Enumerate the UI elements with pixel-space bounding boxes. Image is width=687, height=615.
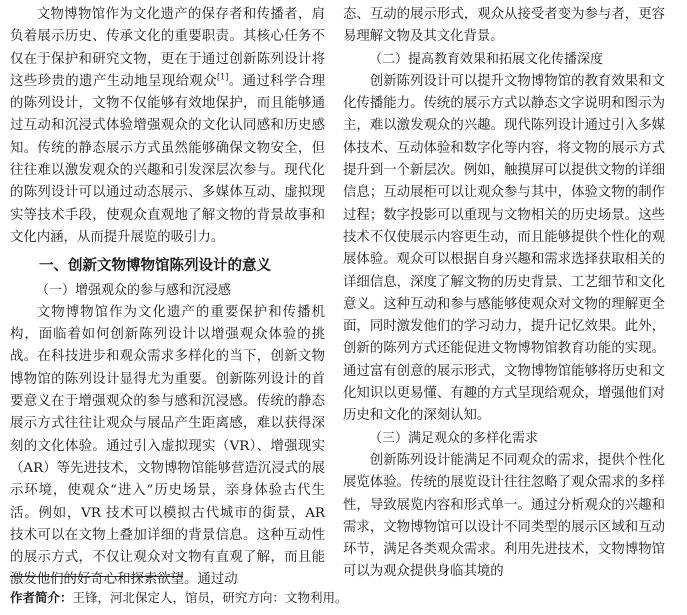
body-paragraph-1: 文物博物馆作为文化遗产的重要保护和传播机构，面临着如何创新陈列设计以增强观众体验的挑战。在科技进步和观众需求多样化的当下，创新文物博物馆的陈列设计显得尤为重要。创新陈列设计的首要意义在于增强观众的参与感和沉浸感。传统的静态展示方式往往让观众与展品产生距离感，难以获得深刻的文化体验。通过引入虚拟现实（VR）、增强现实（AR）等先进技术，文物博物馆能够营造沉浸式的展示环境，使观众“进入”历史场景，亲身体验古代生活。例如，VR 技术可以模拟古代城市的街景，AR 技术可以在文物上叠加详细的背景信息。这种互动性的展示方式，不仅让观众对文物有直观了解，而且能激发他们的好奇心和探索欲望。通过动	[10, 304, 325, 588]
right-column	[343, 4, 665, 584]
citation-ref[interactable]: [1]	[217, 72, 229, 82]
author-footnote	[10, 589, 348, 607]
subsection-heading-1: （一）增强观众的参与感和沉浸感	[36, 282, 232, 298]
intro-paragraph: 文物博物馆作为文化遗产的保存者和传播者，肩负着展示历史、传承文化的重要职责。其核心任务不仅在于保护和研究文物，更在于通过创新陈列设计将这些珍贵的遗产生动地呈现给观众[1]。通过科学合理的陈列设计，文物不仅能够有效地保护，而且能够通过互动和沉浸式体验增强观众的文化认同感和历史感知。传统的静态展示方式虽然能够确保文物安全，但往往难以激发观众的兴趣和引发深层次参与。现代化的陈列设计可以通过动态展示、多媒体互动、虚拟现实等技术手段，使观众直观地了解文物的背景故事和文化内涵，从而提升展览的吸引力。	[10, 7, 326, 245]
body-paragraph-3: 创新陈列设计能满足不同观众的需求，提供个性化展览体验。传统的展览设计往往忽略了观众需求的多样性，导致展览内容和形式单一。通过分析观众的兴趣和需求，文物博物馆可以设计不同类型的展示区域和互动环节，满足各类观众需求。利用先进技术，文物博物馆可以为观众提供身临其境的	[343, 452, 665, 580]
continued-paragraph: 态、互动的展示形式，观众从接受者变为参与者，更容易理解文物及其文化背景。	[343, 7, 665, 45]
body-paragraph-2: 创新陈列设计可以提升文物博物馆的教育效果和文化传播能力。传统的展示方式以静态文字说明和图示为主，难以激发观众的兴趣。现代陈列设计通过引入多媒体技术、互动体验和数字化等内容，将文物的展示方式提升到一个新层次。例如，触摸屏可以提供文物的详细信息；互动展柜可以让观众参与其中，体验文物的制作过程；数字投影可以重现与文物相关的历史场景。这些技术不仅使展示内容更生动，而且能够提供个性化的观展体验。观众可以根据自身兴趣和需求选择获取相关的详细信息，深度了解文物的历史背景、工艺细节和文化意义。这种互动和参与感能够使观众对文物的理解更全面，同时激发他们的学习动力，提升记忆效果。此外，创新的陈列方式还能促进文物博物馆教育功能的实现。通过富有创意的展示形式，文物博物馆能够将历史和文化知识以更易懂、有趣的方式呈现给观众，增强他们对历史和文化的深刻认知。	[343, 73, 665, 424]
subsection-heading-3: （三）满足观众的多样化需求	[369, 430, 539, 446]
left-column	[10, 4, 325, 592]
author-note-label: 作者简介：	[10, 590, 73, 605]
subsection-heading-2: （二）提高教育效果和拓展文化传播深度	[369, 51, 604, 67]
footnote-rule	[10, 576, 183, 577]
section-heading-1: 一、创新文物博物馆陈列设计的意义	[39, 258, 271, 275]
author-note-text: 王锋，河北保定人，馆员，研究方向：文物利用。	[72, 590, 348, 605]
